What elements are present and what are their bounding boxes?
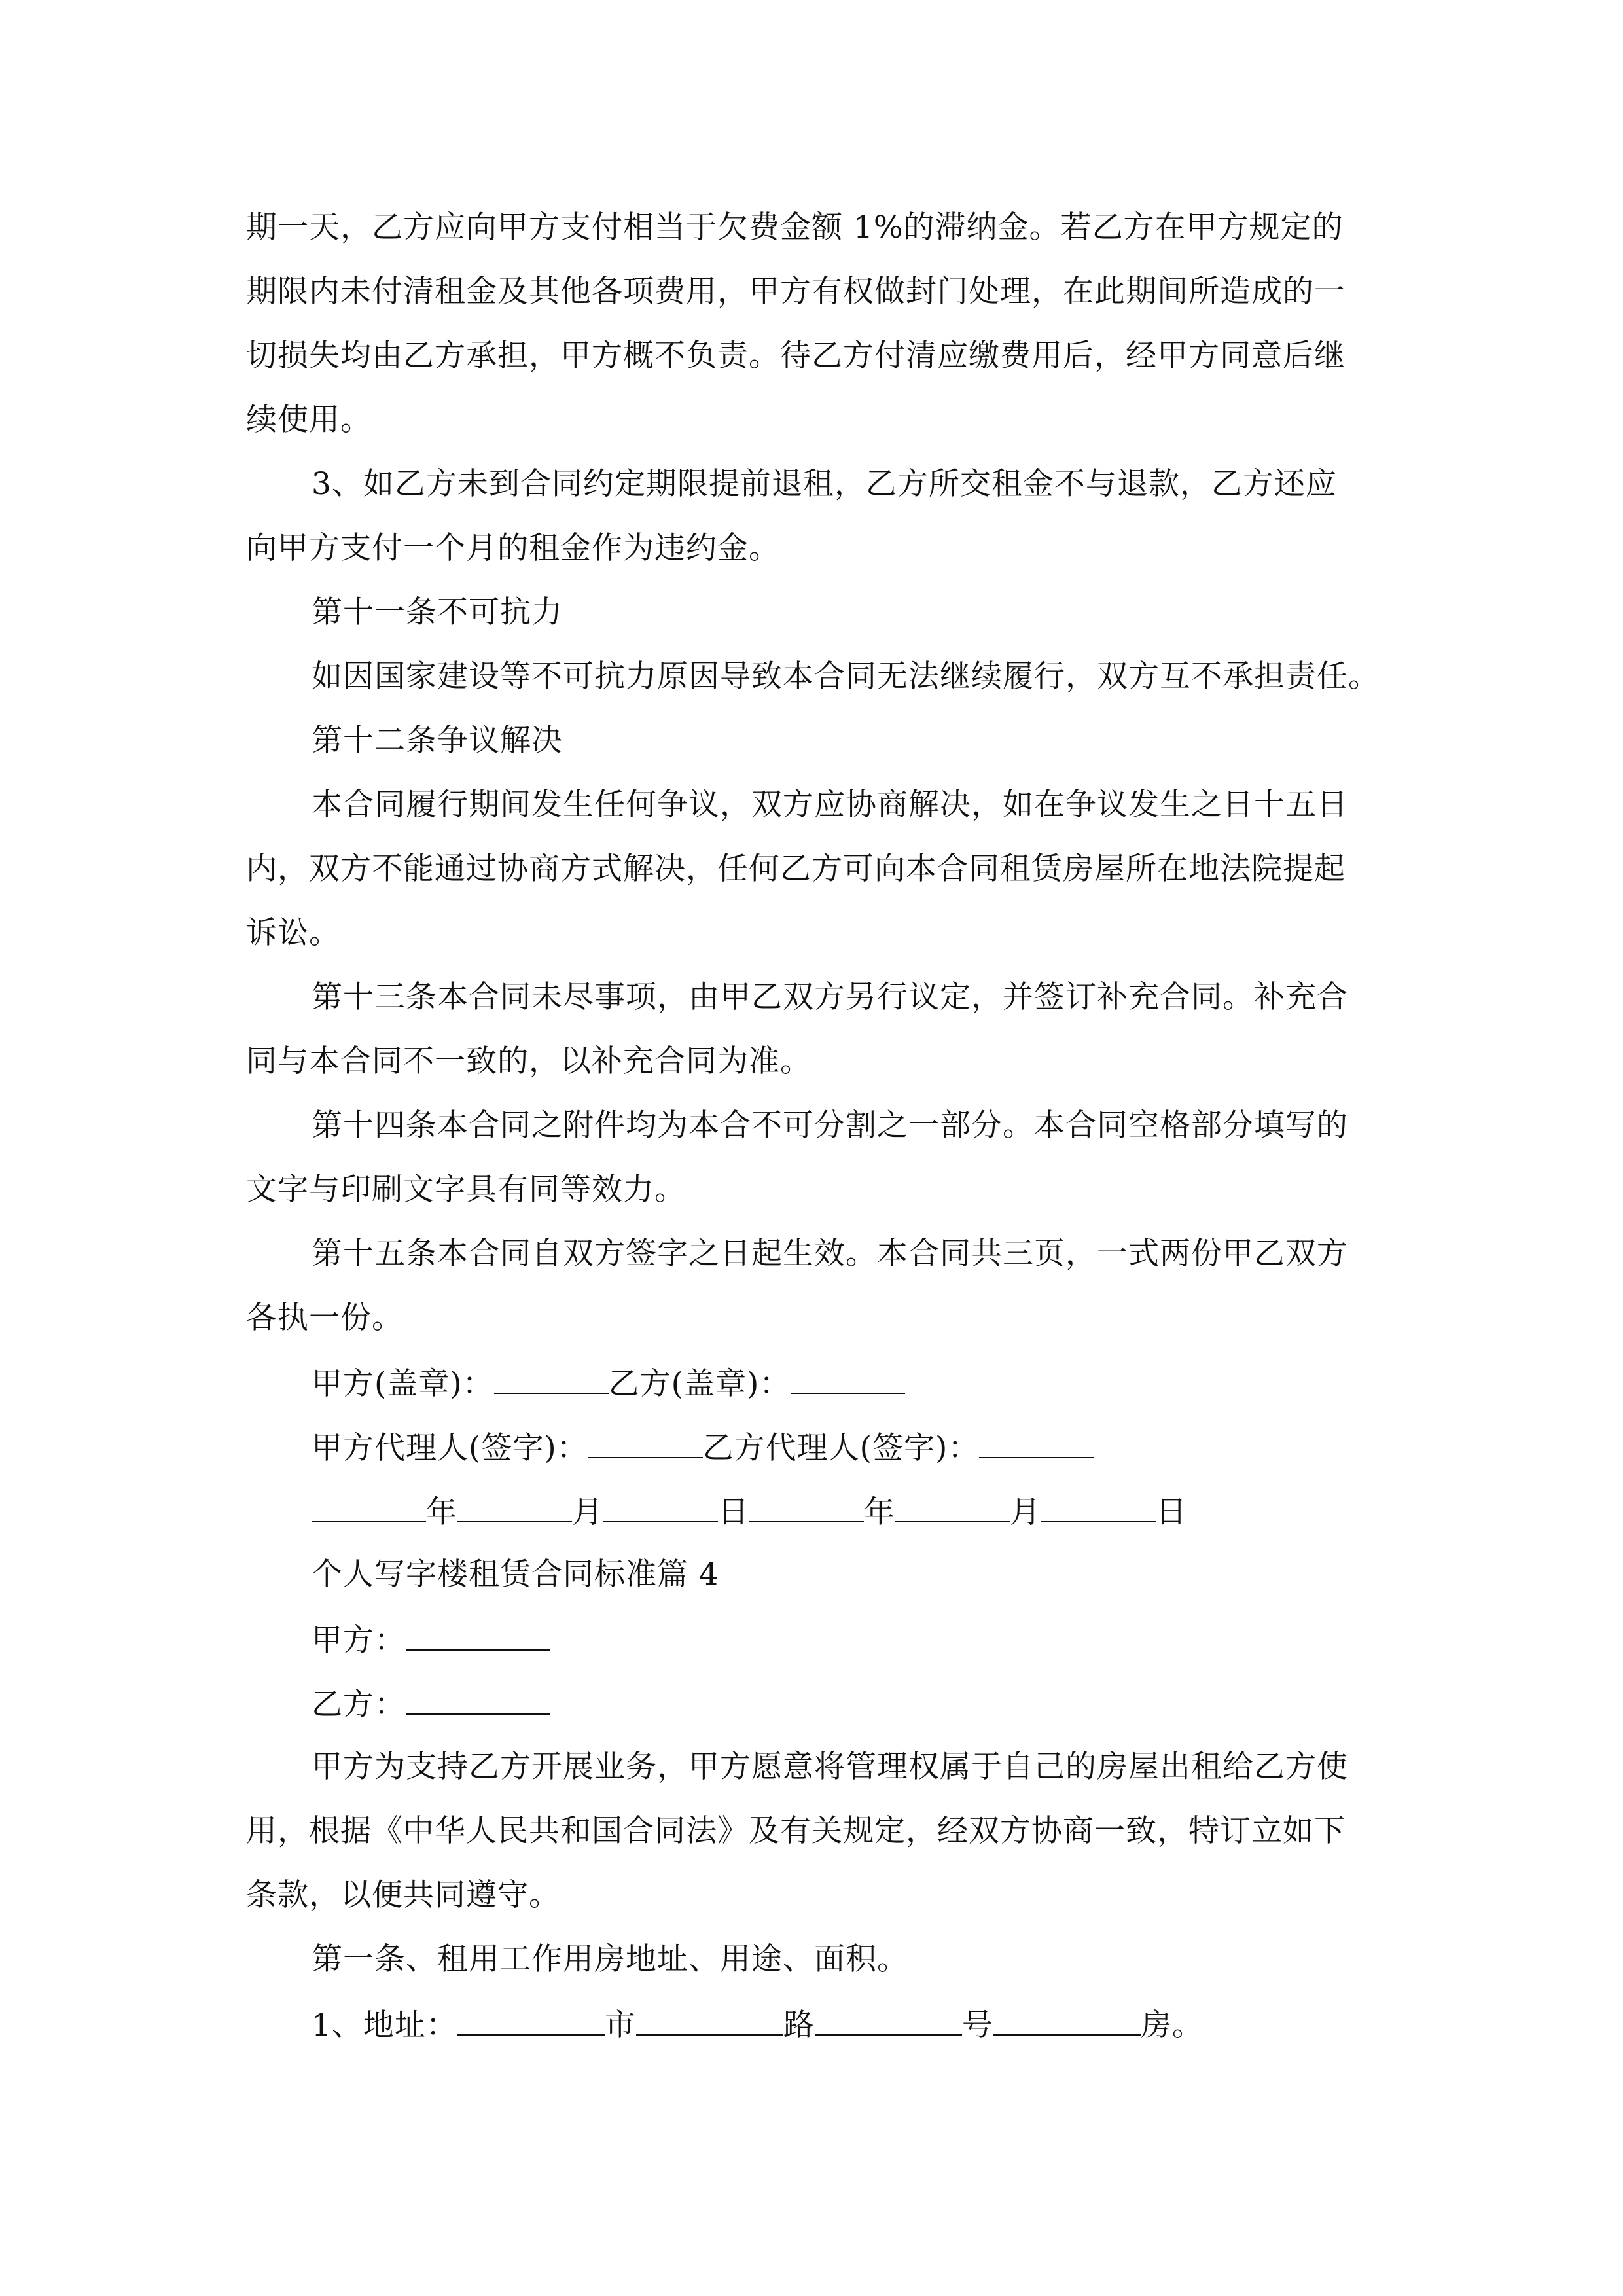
date-month-blank-2[interactable] bbox=[895, 1491, 1010, 1522]
date-month-blank[interactable] bbox=[457, 1491, 572, 1522]
address-road-blank[interactable] bbox=[636, 2004, 783, 2036]
paragraph-line: 本合同履行期间发生任何争议，双方应协商解决，如在争议发生之日十五日 bbox=[312, 787, 1348, 823]
party-a-label: 甲方： bbox=[312, 1623, 406, 1659]
paragraph-line: 第十三条本合同未尽事项，由甲乙双方另行议定，并签订补充合同。补充合 bbox=[312, 979, 1348, 1015]
paragraph-line: 切损失均由乙方承担，甲方概不负责。待乙方付清应缴费用后，经甲方同意后继 bbox=[246, 338, 1346, 374]
party-a-seal-blank[interactable] bbox=[494, 1363, 609, 1394]
date-day-blank-2[interactable] bbox=[1041, 1491, 1156, 1522]
party-a-blank[interactable] bbox=[406, 1619, 550, 1651]
address-city-blank[interactable] bbox=[457, 2004, 605, 2036]
seal-line bbox=[312, 1363, 905, 1404]
party-b-agent-label: 乙方代理人(签字)： bbox=[702, 1430, 980, 1466]
date-month-label-2: 月 bbox=[1010, 1494, 1041, 1530]
paragraph-line: 向甲方支付一个月的租金作为违约金。 bbox=[246, 530, 780, 566]
paragraph-line: 条款，以便共同遵守。 bbox=[246, 1877, 560, 1913]
paragraph-line: 期限内未付清租金及其他各项费用，甲方有权做封门处理，在此期间所造成的一 bbox=[246, 274, 1346, 310]
paragraph-line: 甲方为支持乙方开展业务，甲方愿意将管理权属于自己的房屋出租给乙方使 bbox=[312, 1749, 1348, 1785]
date-year-label: 年 bbox=[426, 1494, 457, 1530]
party-b-label: 乙方： bbox=[312, 1687, 406, 1723]
party-a-agent-blank[interactable] bbox=[588, 1427, 703, 1458]
party-a-line bbox=[312, 1619, 550, 1660]
party-a-seal-label: 甲方(盖章)： bbox=[312, 1366, 494, 1402]
date-year-label-2: 年 bbox=[864, 1494, 895, 1530]
date-day-blank[interactable] bbox=[603, 1491, 718, 1522]
paragraph-line: 如因国家建设等不可抗力原因导致本合同无法继续履行，双方互不承担责任。 bbox=[312, 658, 1380, 694]
section-title: 个人写字楼租赁合同标准篇 4 bbox=[312, 1556, 719, 1592]
article-heading: 第十一条不可抗力 bbox=[312, 594, 563, 630]
paragraph-line: 3、如乙方未到合同约定期限提前退租，乙方所交租金不与退款，乙方还应 bbox=[312, 466, 1337, 502]
paragraph-line: 用，根据《中华人民共和国合同法》及有关规定，经双方协商一致，特订立如下 bbox=[246, 1813, 1346, 1849]
paragraph-line: 同与本合同不一致的，以补充合同为准。 bbox=[246, 1043, 812, 1079]
address-room-blank[interactable] bbox=[993, 2004, 1141, 2036]
paragraph-line: 诉讼。 bbox=[246, 915, 340, 951]
date-day-label: 日 bbox=[718, 1494, 749, 1530]
party-b-seal-blank[interactable] bbox=[791, 1363, 905, 1394]
date-line bbox=[312, 1491, 1187, 1532]
party-b-seal-label: 乙方(盖章)： bbox=[608, 1366, 791, 1402]
agent-line bbox=[312, 1427, 1094, 1468]
address-room-label: 房。 bbox=[1140, 2007, 1204, 2043]
article-heading: 第一条、租用工作用房地址、用途、面积。 bbox=[312, 1941, 908, 1977]
paragraph-line: 内，双方不能通过协商方式解决，任何乙方可向本合同租赁房屋所在地法院提起 bbox=[246, 851, 1346, 887]
address-label: 1、地址： bbox=[312, 2007, 457, 2043]
date-year-blank[interactable] bbox=[312, 1491, 426, 1522]
address-line bbox=[312, 2004, 1204, 2045]
party-b-line bbox=[312, 1683, 550, 1725]
article-heading: 第十二条争议解决 bbox=[312, 723, 563, 759]
date-day-label-2: 日 bbox=[1156, 1494, 1187, 1530]
party-b-blank[interactable] bbox=[406, 1683, 550, 1715]
paragraph-line: 期一天，乙方应向甲方支付相当于欠费金额 1%的滞纳金。若乙方在甲方规定的 bbox=[246, 209, 1344, 245]
address-road-label: 路 bbox=[783, 2007, 815, 2043]
address-number-blank[interactable] bbox=[815, 2004, 962, 2036]
paragraph-line: 文字与印刷文字具有同等效力。 bbox=[246, 1172, 686, 1208]
address-number-label: 号 bbox=[961, 2007, 993, 2043]
date-month-label: 月 bbox=[572, 1494, 603, 1530]
paragraph-line: 续使用。 bbox=[246, 402, 372, 438]
date-year-blank-2[interactable] bbox=[749, 1491, 864, 1522]
paragraph-line: 第十四条本合同之附件均为本合不可分割之一部分。本合同空格部分填写的 bbox=[312, 1107, 1348, 1143]
address-city-label: 市 bbox=[604, 2007, 636, 2043]
party-b-agent-blank[interactable] bbox=[979, 1427, 1094, 1458]
paragraph-line: 各执一份。 bbox=[246, 1300, 403, 1336]
party-a-agent-label: 甲方代理人(签字)： bbox=[312, 1430, 588, 1466]
paragraph-line: 第十五条本合同自双方签字之日起生效。本合同共三页，一式两份甲乙双方 bbox=[312, 1236, 1348, 1272]
